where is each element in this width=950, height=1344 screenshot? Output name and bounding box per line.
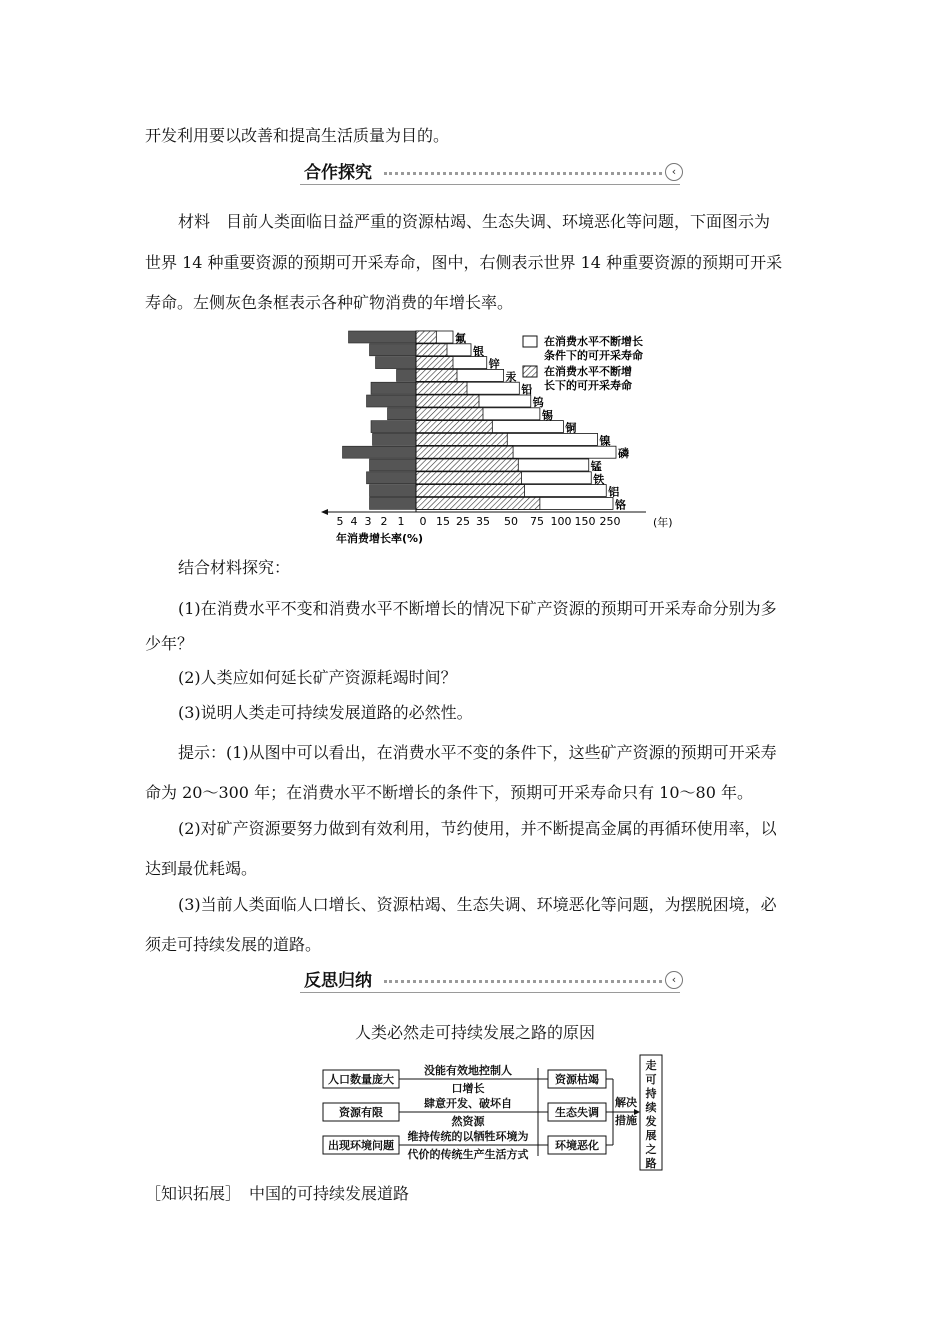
lifespan-growing-bar <box>416 497 540 509</box>
right-axis-unit: (年) <box>653 516 673 529</box>
question-1b: 少年？ <box>145 634 194 653</box>
right-tick-label: 250 <box>599 515 621 528</box>
mineral-label: 氟 <box>455 332 466 345</box>
flow-title: 人类必然走可持续发展之路的原因 <box>354 1023 595 1042</box>
axis-arrow-icon <box>321 509 328 515</box>
answer-2b: 达到最优耗竭。 <box>145 859 258 878</box>
section-title: 反思归纳 <box>304 971 372 991</box>
lifespan-growing-bar <box>416 357 453 369</box>
growth-rate-bar <box>371 382 416 394</box>
answer-2a: (2)对矿产资源要努力做到有效利用，节约使用，并不断提高金属的再循环使用率，以 <box>178 819 777 838</box>
result-char: 持 <box>645 1087 657 1100</box>
growth-rate-bar <box>367 472 417 484</box>
mineral-label: 铬 <box>615 498 626 512</box>
legend-swatch-hatched <box>523 366 537 377</box>
link-2a: 肆意开发、破坏自 <box>424 1097 512 1110</box>
legend-label-1b: 条件下的可开采寿命 <box>544 349 643 362</box>
lifespan-growing-bar <box>416 382 467 394</box>
link-3b: 代价的传统生产生活方式 <box>407 1148 529 1161</box>
left-tick-label: 4 <box>350 515 358 528</box>
left-tick-label: 3 <box>364 515 372 528</box>
result-char: 之 <box>645 1143 657 1156</box>
cause-resources: 资源有限 <box>339 1106 383 1119</box>
left-tick-label: 1 <box>397 515 405 528</box>
x-axis-label: 年消费增长率(%) <box>336 532 424 545</box>
growth-rate-bar <box>370 485 417 497</box>
legend-swatch-blank <box>523 336 537 347</box>
mineral-label: 铁 <box>593 472 605 486</box>
section-header-reflect <box>300 969 684 993</box>
growth-rate-bar <box>367 395 417 407</box>
left-tick-label: 5 <box>336 515 344 528</box>
cause-population: 人口数量庞大 <box>328 1073 394 1086</box>
legend-label-2b: 长下的可开采寿命 <box>544 379 632 392</box>
mineral-label: 锌 <box>488 357 500 371</box>
growth-rate-bar <box>349 331 417 343</box>
result-char: 路 <box>645 1157 657 1170</box>
solution-line-2: 措施 <box>615 1114 637 1127</box>
right-tick-label: 0 <box>419 515 427 528</box>
result-char: 可 <box>645 1073 657 1086</box>
section-header-cooperate <box>300 161 684 185</box>
growth-rate-bar <box>370 497 417 509</box>
answer-1b: 命为 20～300 年；在消费水平不断增长的条件下，预期可开采寿命只有 10～80 年。 <box>145 783 753 802</box>
chevron-left-icon: ‹ <box>665 163 683 181</box>
chevron-left-icon: ‹ <box>665 971 683 989</box>
right-tick-label: 35 <box>476 515 490 528</box>
material-line-3: 寿命。左侧灰色条框表示各种矿物消费的年增长率。 <box>145 293 514 312</box>
mineral-label: 银 <box>473 344 484 358</box>
underline-rule <box>300 992 680 993</box>
flow-diagram <box>320 1052 670 1174</box>
mineral-label: 锡 <box>541 408 553 422</box>
lifespan-growing-bar <box>416 459 518 471</box>
right-tick-label: 50 <box>504 515 518 528</box>
cause-environment: 出现环境问题 <box>328 1139 394 1152</box>
lifespan-growing-bar <box>416 408 483 420</box>
lifespan-growing-bar <box>416 421 492 433</box>
section-title: 合作探究 <box>304 163 372 183</box>
left-tick-label: 2 <box>380 515 388 528</box>
result-char: 续 <box>645 1101 657 1114</box>
mineral-label: 汞 <box>505 370 517 384</box>
legend <box>523 334 643 392</box>
question-2: (2)人类应如何延长矿产资源耗竭时间？ <box>178 668 457 687</box>
solution-line-1: 解决 <box>615 1096 637 1109</box>
lifespan-growing-bar <box>416 369 457 381</box>
lifespan-growing-bar <box>416 433 507 445</box>
right-tick-label: 100 <box>550 515 572 528</box>
right-tick-label: 75 <box>530 515 544 528</box>
question-3: (3)说明人类走可持续发展道路的必然性。 <box>178 703 473 722</box>
lifespan-growing-bar <box>416 485 525 497</box>
mineral-label: 锰 <box>590 460 602 473</box>
mineral-label: 铅 <box>521 383 533 397</box>
effect-pollution: 环境恶化 <box>555 1139 599 1152</box>
growth-rate-bar <box>370 344 417 356</box>
link-1b: 口增长 <box>451 1082 485 1095</box>
effect-depletion: 资源枯竭 <box>555 1073 599 1086</box>
result-char: 展 <box>645 1129 657 1142</box>
answer-3a: (3)当前人类面临人口增长、资源枯竭、生态失调、环境恶化等问题，为摆脱困境，必 <box>178 895 777 914</box>
right-tick-label: 15 <box>436 515 450 528</box>
result-char: 发 <box>645 1115 657 1128</box>
dotted-rule <box>384 172 662 175</box>
right-tick-label: 150 <box>574 515 596 528</box>
mineral-label: 铝 <box>608 485 620 499</box>
growth-rate-bar <box>388 408 417 420</box>
growth-rate-bar <box>371 421 416 433</box>
mineral-label: 磷 <box>618 447 629 461</box>
lifespan-growing-bar <box>416 395 479 407</box>
lifespan-growing-bar <box>416 472 521 484</box>
result-char: 走 <box>645 1059 657 1072</box>
growth-rate-bar <box>370 459 417 471</box>
lifespan-growing-bar <box>416 331 436 343</box>
growth-rate-bar <box>343 446 417 458</box>
material-line-2: 世界 14 种重要资源的预期可开采寿命，图中，右侧表示世界 14 种重要资源的预期可开采 <box>145 253 783 272</box>
growth-rate-bar <box>376 357 417 369</box>
material-line-1: 材料 目前人类面临日益严重的资源枯竭、生态失调、环境恶化等问题，下面图示为 <box>178 212 771 231</box>
mineral-label: 镍 <box>599 434 611 448</box>
link-1a: 没能有效地控制人 <box>424 1064 512 1077</box>
growth-rate-bar <box>397 369 417 381</box>
underline-rule <box>300 184 680 185</box>
legend-label-2a: 在消费水平不断增 <box>544 365 632 378</box>
dotted-rule <box>384 980 662 983</box>
lifespan-growing-bar <box>416 344 447 356</box>
legend-label-1a: 在消费水平不断增长 <box>544 335 643 348</box>
link-3a: 维持传统的以牺牲环境为 <box>407 1130 529 1143</box>
mineral-label: 钨 <box>532 396 544 409</box>
mineral-label: 铜 <box>565 421 577 435</box>
link-2b: 然资源 <box>451 1115 485 1128</box>
answer-3b: 须走可持续发展的道路。 <box>145 935 322 954</box>
answer-1a: 提示：(1)从图中可以看出，在消费水平不变的条件下，这些矿产资源的预期可开采寿 <box>178 743 777 762</box>
mineral-lifespan-chart <box>316 326 676 548</box>
explore-intro: 结合材料探究： <box>178 558 291 577</box>
right-tick-label: 25 <box>456 515 470 528</box>
growth-rate-bar <box>373 433 417 445</box>
intro-line: 开发利用要以改善和提高生活质量为目的。 <box>145 126 450 145</box>
knowledge-extension: ［知识拓展］ 中国的可持续发展道路 <box>145 1184 410 1203</box>
lifespan-growing-bar <box>416 446 513 458</box>
question-1a: (1)在消费水平不变和消费水平不断增长的情况下矿产资源的预期可开采寿命分别为多 <box>178 599 777 618</box>
effect-ecology: 生态失调 <box>555 1106 599 1119</box>
